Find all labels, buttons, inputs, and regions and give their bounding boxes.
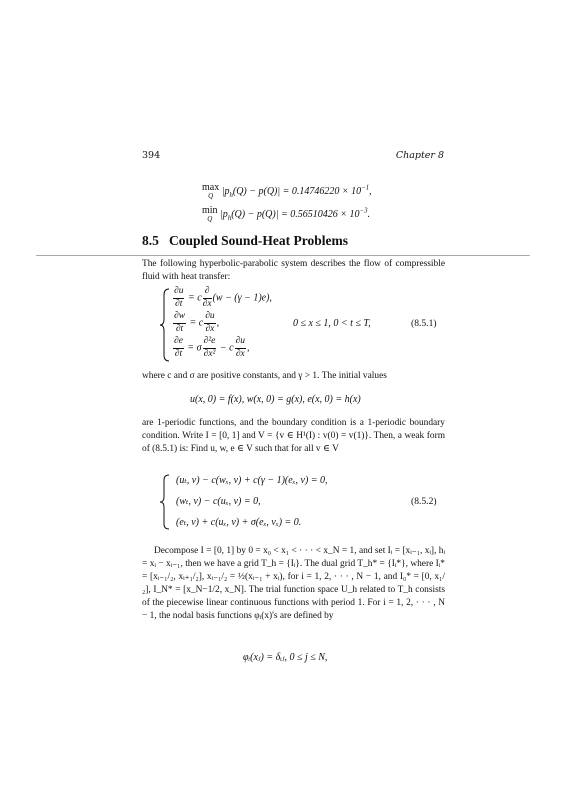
- periodic-text: are 1-periodic functions, and the boundary condition is a 1-periodic boundary condition. Write I = [0, 1] and V = {v ∈ H¹(I) : v(0) = v(1)}. Then, a weak form of (8.5.1) is: Find u, w, e ∈ V such that for all v ∈ V: [142, 418, 445, 454]
- chapter-label: Chapter 8: [395, 150, 444, 161]
- eq3-end: ,: [247, 342, 250, 354]
- intro-paragraph: [142, 258, 445, 284]
- equation-number-8-5-1: (8.5.1): [411, 318, 437, 329]
- system2-eq2: (wₜ, v) − c(uₓ, v) = 0,: [176, 496, 261, 507]
- max-operator: max: [202, 182, 220, 193]
- eq3-lhs-den: ∂t: [174, 348, 183, 359]
- eq2-mid: = c: [189, 317, 204, 329]
- min-equation: [202, 206, 370, 223]
- eq1-mid: = c: [187, 292, 202, 304]
- eq1-rhs: (w − (γ − 1)e),: [212, 292, 272, 304]
- min-body: |p: [220, 208, 228, 220]
- min-operator: min: [202, 205, 218, 216]
- eq3-mid: = σ: [187, 342, 202, 354]
- max-subscript: Q: [208, 192, 214, 200]
- left-brace-system-1: [160, 288, 170, 362]
- periodic-paragraph: [142, 417, 445, 456]
- system2-eq1: (uₜ, v) − c(wₓ, v) + c(γ − 1)(eₓ, v) = 0,: [176, 475, 328, 486]
- max-exponent: −1: [361, 184, 370, 192]
- eq3-r1-num: ∂²e: [203, 337, 217, 349]
- basis-function-equation: φᵢ(xⱼ) = δᵢⱼ, 0 ≤ j ≤ N,: [243, 652, 328, 663]
- eq3-r2-num: ∂u: [235, 337, 246, 349]
- eq3-lhs-num: ∂e: [173, 337, 184, 349]
- where-text: where c and σ are positive constants, and γ > 1. The initial values: [142, 371, 387, 381]
- system1-eq3: [172, 337, 250, 359]
- section-number: 8.5: [142, 233, 159, 248]
- eq2-rhs-num: ∂u: [204, 312, 215, 324]
- system1-condition: 0 ≤ x ≤ 1, 0 < t ≤ T,: [293, 318, 371, 329]
- eq1-op-num: ∂: [203, 287, 212, 299]
- equation-number-8-5-2: (8.5.2): [411, 496, 437, 507]
- max-end: ,: [369, 185, 372, 197]
- system1-eq2: [172, 312, 219, 334]
- system1-eq1: [172, 287, 272, 309]
- min-body-sub: h: [227, 214, 232, 222]
- max-equation: [202, 183, 372, 200]
- scan-rule-line: [36, 255, 530, 256]
- eq3-r1-den: ∂x²: [203, 348, 216, 359]
- eq2-rhs-den: ∂x: [205, 323, 215, 334]
- eq1-lhs-den: ∂t: [175, 298, 183, 309]
- page-header: [142, 150, 444, 164]
- eq2-end: ,: [216, 317, 220, 329]
- system2-eq3: (eₜ, v) + c(uₓ, v) + σ(eₓ, vₓ) = 0.: [176, 517, 302, 528]
- eq1-op-den: ∂x: [202, 298, 212, 309]
- section-title: Coupled Sound-Heat Problems: [169, 233, 349, 248]
- min-exponent: −3: [359, 207, 368, 215]
- eq3-r2-den: ∂x: [235, 348, 245, 359]
- eq1-lhs-num: ∂u: [173, 287, 184, 299]
- min-end: .: [367, 208, 370, 220]
- eq3-minus: − c: [219, 342, 234, 354]
- initial-values-equation: u(x, 0) = f(x), w(x, 0) = g(x), e(x, 0) = h(x): [190, 394, 361, 405]
- min-body-tail: (Q) − p(Q)| = 0.56510426 × 10: [231, 208, 360, 220]
- max-body: |p: [221, 185, 230, 197]
- decompose-text: Decompose I = [0, 1] by 0 = x₀ < x₁ < · · · < x_N = 1, and set Iᵢ = [xᵢ₋₁, xᵢ], hᵢ = xᵢ − xᵢ₋₁, then we have a grid T_h = {Iᵢ}. The dual grid T_h* = {Iᵢ*}, where Iᵢ* = [xᵢ₋₁/₂, xᵢ₊₁/₂], xᵢ₋₁/₂ = ½(xᵢ₋₁ + xᵢ), for i = 1, 2, · · · , N − 1, and I₀* = [0, x₁/₂], I_N* = [x_N−1/2, x_N]. The trial function space U_h related to T_h consists of the piecewise linear continuous functions with period 1. For i = 1, 2, · · · , N − 1, the nodal basis functions φᵢ(x)'s are defined by: [142, 546, 445, 621]
- page-number: 394: [142, 150, 161, 161]
- eq2-lhs-den: ∂t: [175, 323, 184, 334]
- max-body-tail: (Q) − p(Q)| = 0.14746220 × 10: [232, 185, 362, 197]
- intro-text: The following hyperbolic-parabolic system describes the flow of compressible fluid with heat transfer:: [142, 259, 445, 282]
- decompose-paragraph: [142, 545, 445, 623]
- where-paragraph: [142, 370, 445, 383]
- max-body-sub: h: [229, 191, 233, 199]
- eq2-lhs-num: ∂w: [173, 312, 186, 324]
- left-brace-system-2: [160, 474, 170, 530]
- section-heading: [142, 233, 348, 249]
- min-subscript: Q: [207, 215, 213, 223]
